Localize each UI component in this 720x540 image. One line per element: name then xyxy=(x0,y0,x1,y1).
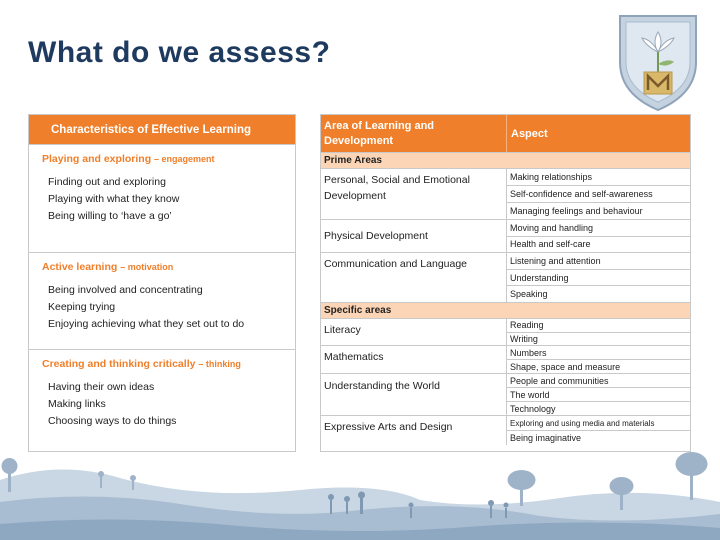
list-item: Playing with what they know xyxy=(48,193,180,205)
characteristics-table xyxy=(28,114,296,452)
aspect-item: Reading xyxy=(507,319,690,333)
header-aspect: Aspect xyxy=(511,128,548,140)
aspect-item: Shape, space and measure xyxy=(510,361,621,372)
table-row xyxy=(321,374,690,416)
section-title: Creating and thinking critically – thinking xyxy=(42,358,241,370)
header-area: Area of Learning and Development xyxy=(321,115,507,152)
section-playing-exploring xyxy=(29,145,295,253)
list-item: Being willing to ‘have a go’ xyxy=(48,210,172,222)
aspect-item: Health and self-care xyxy=(510,239,591,250)
aspect-item: Self-confidence and self-awareness xyxy=(507,186,690,203)
aspect-list xyxy=(507,374,690,415)
list-item: Having their own ideas xyxy=(48,381,155,393)
characteristics-header: Characteristics of Effective Learning xyxy=(29,115,295,145)
aspect-item: Speaking xyxy=(510,289,548,300)
aspect-item: Being imaginative xyxy=(510,433,582,443)
aspect-item: Technology xyxy=(510,403,556,414)
specific-areas-band: Specific areas xyxy=(321,303,690,319)
aspect-list xyxy=(507,253,690,302)
area-name: Communication and Language xyxy=(321,253,507,302)
area-name: Understanding the World xyxy=(321,374,507,415)
aspect-list xyxy=(507,220,690,252)
area-name: Physical Development xyxy=(321,220,507,252)
table-row xyxy=(321,169,690,220)
areas-of-learning-table xyxy=(320,114,691,452)
table-row xyxy=(321,319,690,346)
aspect-item: Exploring and using media and materials xyxy=(507,416,690,431)
list-item: Making links xyxy=(48,398,106,410)
aspect-list xyxy=(507,169,690,219)
area-name: Mathematics xyxy=(321,346,507,373)
table-row xyxy=(321,220,690,253)
table-row xyxy=(321,346,690,374)
table-row xyxy=(321,253,690,303)
aspect-item: Making relationships xyxy=(507,169,690,186)
list-item: Enjoying achieving what they set out to do xyxy=(48,318,245,330)
aspect-item: Listening and attention xyxy=(507,253,690,270)
list-item: Finding out and exploring xyxy=(48,176,166,188)
list-item: Keeping trying xyxy=(48,301,116,313)
slide-title: What do we assess? xyxy=(28,36,331,69)
section-title: Active learning – motivation xyxy=(42,261,174,273)
school-crest-logo xyxy=(616,12,700,112)
aspect-item: People and communities xyxy=(507,374,690,388)
aspect-list xyxy=(507,319,690,345)
list-item: Being involved and concentrating xyxy=(48,284,203,296)
area-name: Literacy xyxy=(321,319,507,345)
area-name: Expressive Arts and Design xyxy=(321,416,507,445)
list-item: Choosing ways to do things xyxy=(48,415,177,427)
aspect-item: The world xyxy=(507,388,690,402)
section-title: Playing and exploring – engagement xyxy=(42,153,215,165)
areas-table-header xyxy=(321,115,690,153)
aspect-item: Managing feelings and behaviour xyxy=(510,206,643,216)
aspect-item: Understanding xyxy=(507,270,690,287)
section-active-learning xyxy=(29,253,295,350)
aspect-item: Moving and handling xyxy=(507,220,690,237)
section-creating-thinking xyxy=(29,350,295,452)
aspect-item: Writing xyxy=(510,333,538,344)
prime-areas-band: Prime Areas xyxy=(321,153,690,169)
area-name: Personal, Social and Emotional Development xyxy=(321,169,507,219)
landscape-illustration xyxy=(0,440,720,540)
aspect-item: Numbers xyxy=(507,346,690,360)
aspect-list xyxy=(507,346,690,373)
